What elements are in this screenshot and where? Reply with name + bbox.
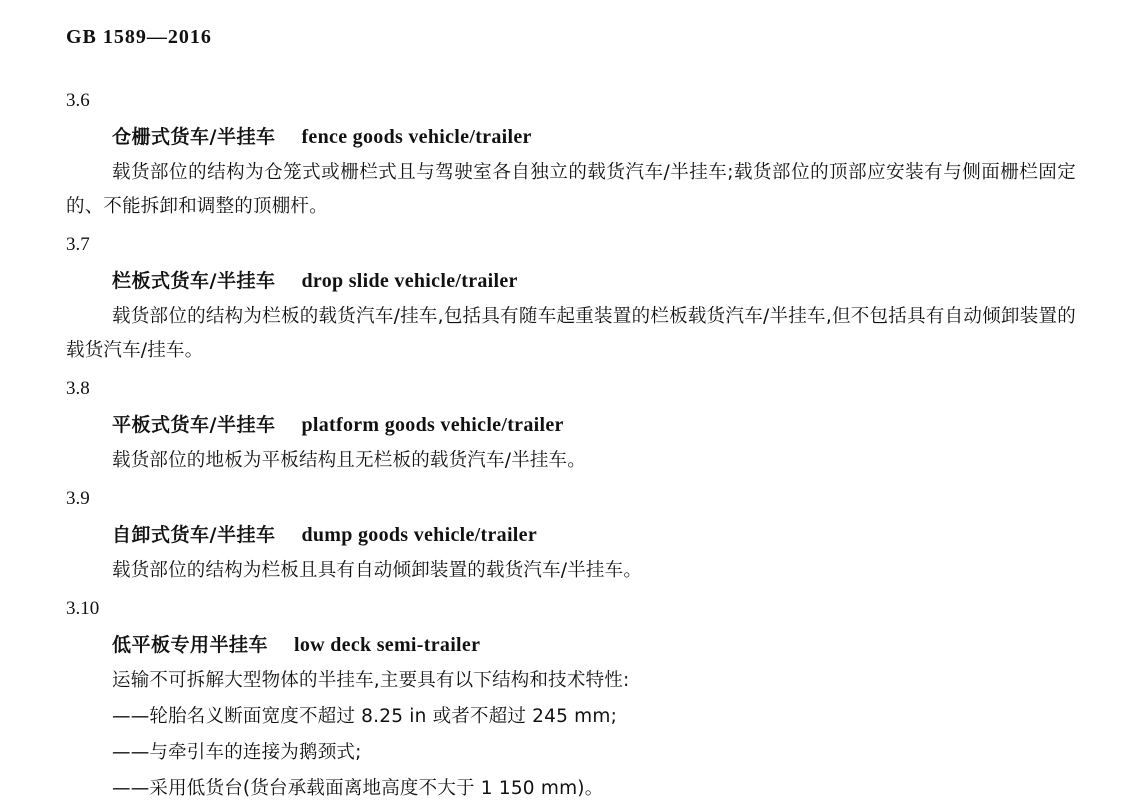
- clause-term: [112, 520, 1076, 550]
- clause-body: 运输不可拆解大型物体的半挂车,主要具有以下结构和技术特性:: [112, 670, 630, 691]
- list-item: ——轮胎名义断面宽度不超过 8.25 in 或者不超过 245 mm;: [112, 706, 618, 727]
- clause-body: 载货部位的结构为栏板且具有自动倾卸装置的载货汽车/半挂车。: [112, 560, 643, 581]
- clause-term-en: low deck semi-trailer: [294, 634, 481, 656]
- clause-term-en: drop slide vehicle/trailer: [301, 270, 518, 292]
- clause-term-en: dump goods vehicle/trailer: [301, 524, 538, 546]
- clause-term-cn: 栏板式货车/半挂车: [112, 270, 276, 292]
- clause-term-cn: 平板式货车/半挂车: [112, 414, 276, 436]
- clause-number: 3.10: [66, 598, 100, 619]
- page-header-standard-code: GB 1589—2016: [66, 26, 212, 48]
- clause-term: [112, 122, 1076, 152]
- clause-body: 载货部位的结构为栏板的载货汽车/挂车,包括具有随车起重装置的栏板载货汽车/半挂车,但不包括具有自动倾卸装置的载货汽车/挂车。: [66, 306, 1076, 361]
- clause-term-cn: 自卸式货车/半挂车: [112, 524, 276, 546]
- clause-term-en: fence goods vehicle/trailer: [301, 126, 532, 148]
- clause-term-cn: 仓栅式货车/半挂车: [112, 126, 276, 148]
- clause-term-cn: 低平板专用半挂车: [112, 634, 269, 656]
- clause-number: 3.7: [66, 234, 90, 255]
- list-item: ——采用低货台(货台承载面离地高度不大于 1 150 mm)。: [112, 778, 604, 799]
- clause-body: 载货部位的地板为平板结构且无栏板的载货汽车/半挂车。: [112, 450, 586, 471]
- clause-term: [112, 410, 1076, 440]
- clause-number: 3.9: [66, 488, 90, 509]
- clause-term: [112, 266, 1076, 296]
- document-body: [66, 80, 1076, 806]
- clause-number: 3.6: [66, 90, 90, 111]
- clause-number: 3.8: [66, 378, 90, 399]
- clause-term-en: platform goods vehicle/trailer: [301, 414, 564, 436]
- clause-term: [112, 630, 1076, 660]
- list-item: ——与牵引车的连接为鹅颈式;: [112, 742, 362, 763]
- clause-body: 载货部位的结构为仓笼式或栅栏式且与驾驶室各自独立的载货汽车/半挂车;载货部位的顶部应安装有与侧面栅栏固定的、不能拆卸和调整的顶棚杆。: [66, 162, 1076, 217]
